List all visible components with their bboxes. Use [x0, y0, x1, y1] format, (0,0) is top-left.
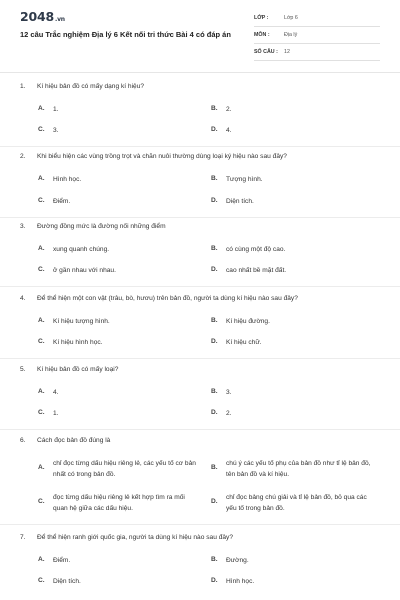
option-letter: A.	[38, 556, 45, 563]
question-text: Để thể hiện một con vật (trâu, bò, hươu) trên bản đồ, người ta dùng kí hiệu nào sau đây?	[37, 295, 298, 302]
option-text: chỉ đọc bảng chú giải và tỉ lệ bản đồ, bỏ qua các yếu tố trong bản đồ.	[226, 494, 367, 512]
option-letter: D.	[211, 409, 218, 416]
option-text: 1.	[53, 106, 59, 113]
meta-row-subject	[254, 29, 380, 44]
meta-value: 12	[284, 49, 290, 55]
question-number: 2.	[20, 153, 26, 160]
option-text: Đường.	[226, 557, 249, 564]
option-text: Diện tích.	[53, 578, 81, 585]
option-letter: D.	[211, 338, 218, 345]
question-separator	[0, 358, 400, 359]
question-text: Kí hiệu bản đồ có mấy loại?	[37, 366, 119, 373]
option-text: Điểm.	[53, 557, 71, 564]
option-letter: B.	[211, 317, 218, 324]
option-text: Điểm.	[53, 198, 71, 205]
option-text: ở gần nhau với nhau.	[53, 267, 116, 274]
question-number: 3.	[20, 223, 26, 230]
question-separator	[0, 429, 400, 430]
option-letter: B.	[211, 556, 218, 563]
option-letter: C.	[38, 197, 45, 204]
option-letter: A.	[38, 245, 45, 252]
option-text: Hình học.	[226, 578, 255, 585]
option-text: Kí hiệu tượng hình.	[53, 318, 110, 325]
question-text: Để thể hiện ranh giới quốc gia, người ta dùng kí hiệu nào sau đây?	[37, 534, 233, 541]
option-text: 4.	[226, 127, 232, 134]
option-letter: B.	[211, 175, 218, 182]
option-letter: C.	[38, 338, 45, 345]
option-text: 2.	[226, 106, 232, 113]
option-letter: B.	[211, 388, 218, 395]
logo-text: 2048	[20, 9, 54, 24]
document-title: 12 câu Trắc nghiệm Địa lý 6 Kết nối tri thức Bài 4 có đáp án	[20, 30, 231, 39]
question-text: Khi biểu hiện các vùng trồng trọt và chăn nuôi thường dùng loại ký hiệu nào sau đây?	[37, 153, 287, 160]
question-text: Đường đồng mức là đường nối những điểm	[37, 223, 166, 230]
option-letter: B.	[211, 464, 218, 471]
option-letter: D.	[211, 126, 218, 133]
option-text: 2.	[226, 410, 232, 417]
option-letter: D.	[211, 197, 218, 204]
option-letter: A.	[38, 317, 45, 324]
option-text: chú ý các yếu tố phụ của bản đồ như tỉ lệ bản đồ, tên bản đồ và kí hiệu.	[226, 460, 371, 478]
meta-label: SỐ CÂU :	[254, 49, 278, 55]
meta-value: Địa lý	[284, 32, 298, 38]
question-separator	[0, 217, 400, 218]
logo-suffix: .vn	[55, 16, 65, 23]
document-header	[0, 0, 400, 72]
site-logo[interactable]	[20, 9, 65, 24]
meta-row-grade	[254, 12, 380, 27]
option-text: 4.	[53, 389, 59, 396]
option-text: Kí hiệu hình học.	[53, 339, 103, 346]
option-text: 3.	[226, 389, 232, 396]
option-text: Tượng hình.	[226, 176, 263, 183]
option-letter: C.	[38, 126, 45, 133]
option-text: 1.	[53, 410, 59, 417]
option-letter: C.	[38, 409, 45, 416]
option-text: đọc từng dấu hiệu riêng lẻ kết hợp tìm ra mối quan hệ giữa các dấu hiệu.	[53, 494, 185, 512]
option-text: Diện tích.	[226, 198, 254, 205]
question-text: Kí hiệu bản đồ có mấy dạng kí hiệu?	[37, 83, 145, 90]
header-divider	[0, 72, 400, 73]
meta-label: MÔN :	[254, 32, 270, 38]
option-text: xung quanh chúng.	[53, 246, 110, 253]
question-number: 6.	[20, 437, 26, 444]
meta-value: Lớp 6	[284, 15, 298, 21]
option-text: Hình học.	[53, 176, 82, 183]
option-text: cao nhất bề mặt đất.	[226, 267, 287, 274]
option-letter: A.	[38, 388, 45, 395]
question-number: 1.	[20, 83, 26, 90]
option-text: 3.	[53, 127, 59, 134]
question-number: 4.	[20, 295, 26, 302]
option-letter: D.	[211, 498, 218, 505]
option-letter: A.	[38, 175, 45, 182]
option-text: Kí hiệu đường.	[226, 318, 270, 325]
option-letter: C.	[38, 498, 45, 505]
question-separator	[0, 524, 400, 525]
option-letter: A.	[38, 464, 45, 471]
meta-row-count	[254, 46, 380, 61]
option-letter: C.	[38, 266, 45, 273]
meta-label: LỚP :	[254, 15, 269, 21]
question-separator	[0, 286, 400, 287]
option-letter: C.	[38, 577, 45, 584]
question-separator	[0, 146, 400, 147]
question-number: 5.	[20, 366, 26, 373]
meta-table	[254, 12, 380, 63]
question-number: 7.	[20, 534, 26, 541]
question-text: Cách đọc bản đồ đúng là	[37, 437, 111, 444]
option-text: chỉ đọc từng dấu hiệu riêng lẻ, các yếu tố cơ bản nhất có trong bản đồ.	[53, 460, 196, 478]
option-letter: D.	[211, 577, 218, 584]
option-letter: A.	[38, 105, 45, 112]
option-letter: B.	[211, 105, 218, 112]
option-text: có cùng một độ cao.	[226, 246, 286, 253]
option-text: Kí hiệu chữ.	[226, 339, 262, 346]
option-letter: D.	[211, 266, 218, 273]
option-letter: B.	[211, 245, 218, 252]
